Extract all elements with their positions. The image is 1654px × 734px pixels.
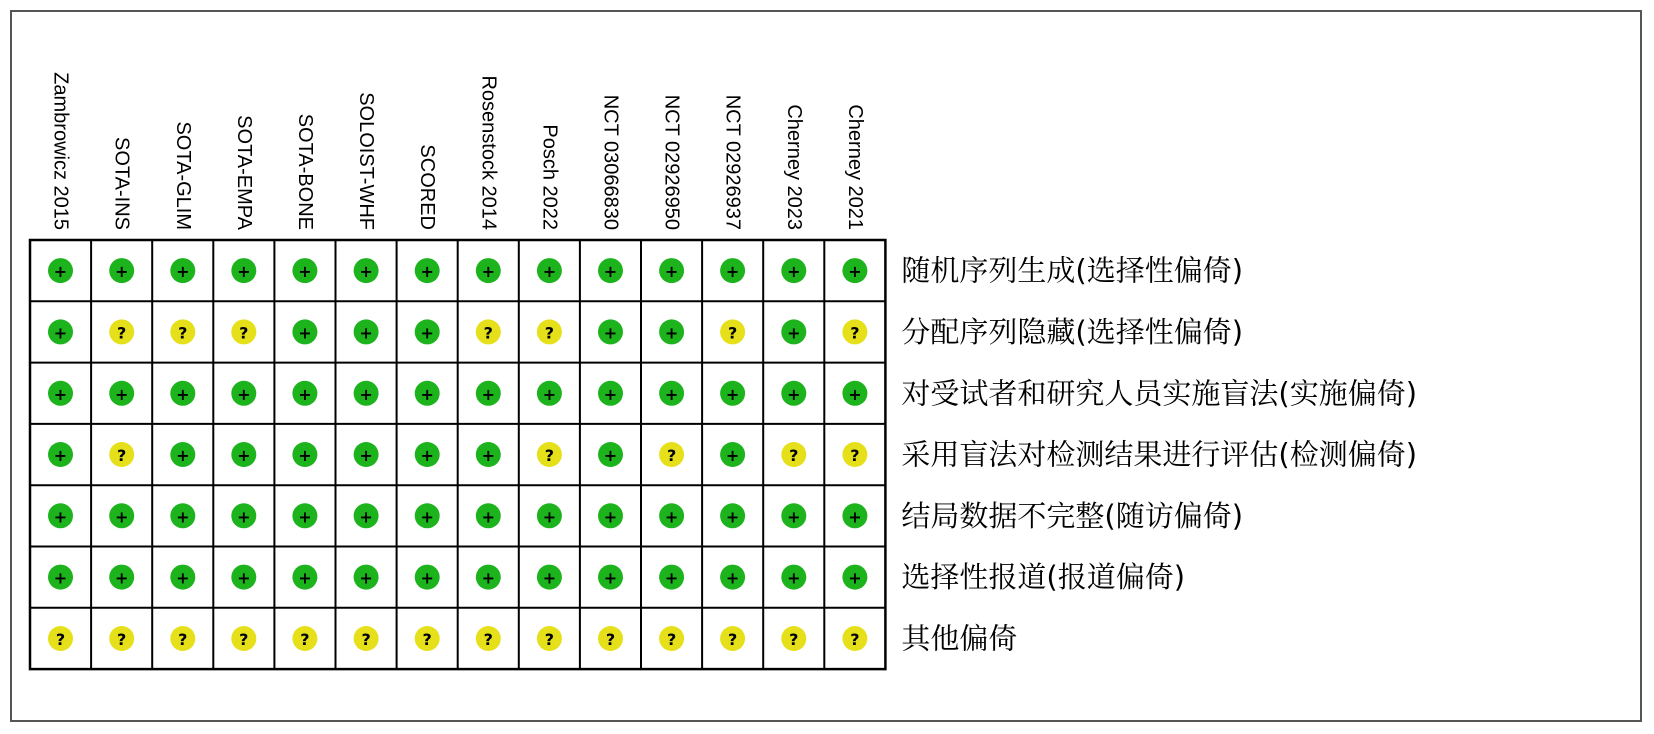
low-risk-mark [415,565,440,590]
judgement-symbol: + [53,568,68,588]
judgement-symbol: + [787,384,801,404]
study-label: NCT 02926950 [660,94,683,230]
unclear-risk-mark [842,442,867,467]
low-risk-mark [842,258,867,283]
judgement-symbol: ? [544,630,555,649]
low-risk-mark [842,381,867,406]
judgement-symbol: + [53,323,68,343]
low-risk-mark [598,565,623,590]
low-risk-mark [476,381,501,406]
judgement-symbol: + [787,323,801,343]
judgement-symbol: ? [850,630,860,649]
low-risk-mark [415,319,440,344]
judgement-symbol: ? [361,630,371,649]
judgement-symbol: + [787,507,801,527]
judgement-symbol: + [420,507,434,527]
low-risk-mark [476,442,501,467]
low-risk-mark [292,503,317,528]
judgement-symbol: ? [666,630,677,649]
study-label: Rosenstock 2014 [477,75,500,230]
judgement-symbol: + [603,384,618,404]
study-label: SCORED [416,144,439,230]
study-label: Cherney 2023 [782,104,805,230]
judgement-symbol: + [664,568,679,588]
unclear-risk-mark [659,626,684,651]
judgement-symbol: + [787,568,801,588]
judgement-symbol: + [53,446,68,465]
judgement-symbol: + [664,384,679,404]
unclear-risk-mark [720,626,745,651]
judgement-symbol: ? [789,446,799,465]
low-risk-mark [598,442,623,467]
judgement-symbol: + [725,446,740,465]
judgement-symbol: + [176,568,190,588]
domain-label: 随机序列生成(选择性偏倚) [901,253,1244,288]
judgement-symbol: + [542,262,557,282]
low-risk-mark [354,442,379,467]
low-risk-mark [292,381,317,406]
low-risk-mark [537,503,562,528]
risk-of-bias-summary-chart [12,12,1640,720]
judgement-grid [30,240,885,669]
study-label: NCT 02926937 [721,94,744,230]
judgement-symbol: + [848,507,862,527]
judgement-symbol: ? [178,630,188,649]
low-risk-mark [598,258,623,283]
domain-label: 选择性报道(报道偏倚) [901,560,1186,595]
judgement-symbol: ? [483,323,493,343]
judgement-symbol: + [176,262,190,282]
low-risk-mark [476,503,501,528]
study-label: SOTA-EMPA [232,115,255,230]
judgement-symbol: + [787,262,801,282]
judgement-symbol: + [420,568,434,588]
judgement-symbol: + [420,262,434,282]
judgement-symbol: + [664,507,679,527]
judgement-symbol: ? [666,446,677,465]
low-risk-mark [170,442,195,467]
judgement-symbol: + [359,323,373,343]
unclear-risk-mark [231,626,256,651]
judgement-symbol: + [664,262,679,282]
judgement-symbol: + [848,568,862,588]
judgement-symbol: ? [850,323,860,343]
low-risk-mark [720,565,745,590]
low-risk-mark [659,258,684,283]
judgement-symbol: + [725,262,740,282]
unclear-risk-mark [781,626,806,651]
judgement-symbol: + [298,507,312,527]
judgement-symbol: ? [117,323,127,343]
low-risk-mark [170,565,195,590]
low-risk-mark [415,503,440,528]
low-risk-mark [781,319,806,344]
low-risk-mark [292,258,317,283]
low-risk-mark [720,442,745,467]
judgement-symbol: ? [239,323,249,343]
low-risk-mark [170,503,195,528]
unclear-risk-mark [231,319,256,344]
judgement-symbol: ? [544,446,555,465]
low-risk-mark [231,565,256,590]
unclear-risk-mark [354,626,379,651]
judgement-symbol: + [481,384,496,404]
low-risk-mark [48,319,73,344]
domain-label: 采用盲法对检测结果进行评估(检测偏倚) [901,437,1418,472]
low-risk-mark [415,442,440,467]
judgement-symbol: + [603,262,618,282]
low-risk-mark [109,503,134,528]
judgement-symbol: + [542,384,557,404]
low-risk-mark [781,565,806,590]
judgement-symbol: + [176,384,190,404]
judgement-symbol: ? [178,323,188,343]
judgement-symbol: + [725,507,740,527]
judgement-symbol: + [725,568,740,588]
unclear-risk-mark [415,626,440,651]
low-risk-mark [231,381,256,406]
judgement-symbol: + [298,384,312,404]
low-risk-mark [720,503,745,528]
study-label: Zambrowicz 2015 [49,72,72,230]
judgement-symbol: ? [727,323,738,343]
low-risk-mark [537,565,562,590]
judgement-symbol: + [420,323,434,343]
low-risk-mark [354,319,379,344]
unclear-risk-mark [170,626,195,651]
study-label: SOTA-GLIM [171,121,194,230]
judgement-symbol: + [359,384,373,404]
low-risk-mark [354,503,379,528]
judgement-symbol: + [298,323,312,343]
judgement-symbol: + [603,323,618,343]
judgement-symbol: + [237,262,251,282]
low-risk-mark [415,381,440,406]
judgement-symbol: + [603,446,618,465]
domain-label: 结局数据不完整(随访偏倚) [901,498,1244,533]
judgement-symbol: + [237,446,251,465]
judgement-symbol: ? [117,446,127,465]
domain-label: 分配序列隐藏(选择性偏倚) [901,314,1244,349]
low-risk-mark [48,503,73,528]
judgement-symbol: + [359,568,373,588]
low-risk-mark [354,258,379,283]
judgement-symbol: + [359,507,373,527]
low-risk-mark [781,381,806,406]
low-risk-mark [292,319,317,344]
judgement-symbol: ? [605,630,616,649]
low-risk-mark [170,381,195,406]
judgement-symbol: + [114,507,129,527]
domain-label: 其他偏倚 [901,621,1018,656]
judgement-symbol: + [848,262,862,282]
low-risk-mark [170,258,195,283]
low-risk-mark [781,503,806,528]
low-risk-mark [354,381,379,406]
unclear-risk-mark [537,442,562,467]
judgement-symbol: + [114,262,129,282]
low-risk-mark [598,381,623,406]
low-risk-mark [659,503,684,528]
study-label: NCT 03066830 [599,94,622,230]
judgement-symbol: + [420,384,434,404]
low-risk-mark [598,319,623,344]
low-risk-mark [842,565,867,590]
unclear-risk-mark [476,319,501,344]
judgement-symbol: + [481,507,496,527]
judgement-symbol: + [603,568,618,588]
unclear-risk-mark [781,442,806,467]
judgement-symbol: ? [55,630,66,649]
judgement-symbol: + [176,446,190,465]
low-risk-mark [231,258,256,283]
low-risk-mark [720,258,745,283]
judgement-symbol: ? [789,630,799,649]
figure-frame [10,10,1642,722]
low-risk-mark [354,565,379,590]
judgement-symbol: + [53,262,68,282]
low-risk-mark [598,503,623,528]
study-label: Posch 2022 [538,124,561,230]
unclear-risk-mark [476,626,501,651]
judgement-symbol: + [298,446,312,465]
judgement-symbol: ? [422,630,432,649]
study-label: SOTA-INS [110,137,133,230]
study-labels [50,72,866,231]
low-risk-mark [659,319,684,344]
judgement-symbol: + [664,323,679,343]
low-risk-mark [48,442,73,467]
unclear-risk-mark [720,319,745,344]
judgement-symbol: + [176,507,190,527]
judgement-symbol: + [237,507,251,527]
unclear-risk-mark [109,626,134,651]
judgement-symbol: + [114,384,129,404]
domain-labels [901,254,1417,656]
judgement-symbol: ? [117,630,127,649]
low-risk-mark [659,565,684,590]
judgement-symbol: + [420,446,434,465]
low-risk-mark [48,565,73,590]
unclear-risk-mark [537,319,562,344]
domain-label: 对受试者和研究人员实施盲法(实施偏倚) [901,376,1418,411]
low-risk-mark [476,565,501,590]
judgement-symbol: + [481,446,496,465]
judgement-symbol: + [542,507,557,527]
low-risk-mark [659,381,684,406]
low-risk-mark [109,565,134,590]
judgement-symbol: ? [239,630,249,649]
judgement-symbol: + [53,507,68,527]
judgement-symbol: + [603,507,618,527]
low-risk-mark [109,258,134,283]
judgement-symbol: + [481,262,496,282]
unclear-risk-mark [48,626,73,651]
unclear-risk-mark [598,626,623,651]
judgement-symbol: + [542,568,557,588]
low-risk-mark [537,381,562,406]
low-risk-mark [48,381,73,406]
unclear-risk-mark [842,626,867,651]
judgement-symbol: + [298,262,312,282]
judgement-symbol: ? [544,323,555,343]
judgement-symbol: ? [300,630,310,649]
judgement-symbol: + [237,568,251,588]
judgement-symbol: + [114,568,129,588]
unclear-risk-mark [292,626,317,651]
low-risk-mark [842,503,867,528]
judgement-symbol: + [298,568,312,588]
low-risk-mark [476,258,501,283]
low-risk-mark [292,442,317,467]
unclear-risk-mark [659,442,684,467]
judgement-symbol: ? [850,446,860,465]
judgement-symbol: + [359,446,373,465]
low-risk-mark [415,258,440,283]
low-risk-mark [109,381,134,406]
study-label: SOTA-BONE [293,113,316,230]
unclear-risk-mark [109,319,134,344]
judgement-symbol: + [481,568,496,588]
judgement-symbol: + [725,384,740,404]
low-risk-mark [231,503,256,528]
judgement-symbol: + [53,384,68,404]
low-risk-mark [231,442,256,467]
unclear-risk-mark [170,319,195,344]
judgement-symbol: ? [483,630,493,649]
unclear-risk-mark [537,626,562,651]
low-risk-mark [720,381,745,406]
unclear-risk-mark [842,319,867,344]
low-risk-mark [292,565,317,590]
judgement-symbol: + [359,262,373,282]
low-risk-mark [781,258,806,283]
low-risk-mark [48,258,73,283]
judgement-symbol: + [237,384,251,404]
low-risk-mark [537,258,562,283]
unclear-risk-mark [109,442,134,467]
study-label: SOLOIST-WHF [355,92,378,230]
study-label: Cherney 2021 [843,104,866,230]
judgement-symbol: ? [727,630,738,649]
judgement-symbol: + [848,384,862,404]
